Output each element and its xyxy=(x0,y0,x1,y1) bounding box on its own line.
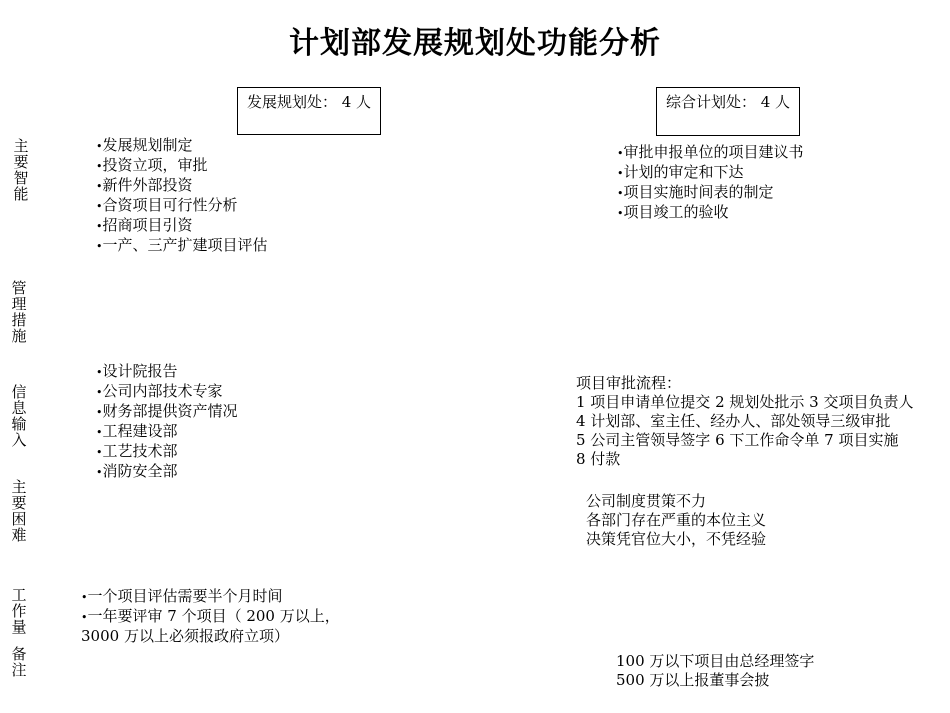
page-title: 计划部发展规划处功能分析 xyxy=(289,26,661,61)
left-functions-list xyxy=(96,136,268,256)
workload-text: 3000 万以上必须报政府立项） xyxy=(81,627,289,645)
row-label-difficulties: 主要困难 xyxy=(11,478,27,544)
list-item: • 招商项目引资 xyxy=(96,216,268,236)
list-item: • 合资项目可行性分析 xyxy=(96,196,268,216)
approval-flow-line: 8 付款 xyxy=(576,450,621,468)
list-item: • 公司内部技术专家 xyxy=(96,382,238,402)
approval-flow-line: 4 计划部、室主任、经办人、部处领导三级审批 xyxy=(576,412,891,430)
list-item: • 消防安全部 xyxy=(96,462,238,482)
workload-line: •一个项目评估需要半个月时间 xyxy=(81,587,283,605)
difficulty-line: 公司制度贯策不力 xyxy=(586,492,707,510)
row-label-workload: 工作量 xyxy=(11,586,27,636)
list-item: • 发展规划制定 xyxy=(96,136,268,156)
approval-flow-line: 项目审批流程： xyxy=(576,374,682,392)
row-label-functions: 主要智能 xyxy=(13,137,29,203)
row-label-notes: 备注 xyxy=(11,645,27,679)
list-item: • 工程建设部 xyxy=(96,422,238,442)
list-item: • 投资立项，审批 xyxy=(96,156,268,176)
info-inputs-list xyxy=(96,362,238,482)
list-item: • 计划的审定和下达 xyxy=(617,163,804,183)
notes xyxy=(616,652,814,690)
workload-text: 一个项目评估需要半个月时间 xyxy=(87,587,283,605)
list-item: • 审批申报单位的项目建议书 xyxy=(617,143,804,163)
difficulties xyxy=(586,492,766,549)
difficulty-line: 决策凭官位大小，不凭经验 xyxy=(586,530,767,548)
list-item: • 财务部提供资产情况 xyxy=(96,402,238,422)
list-item: • 新件外部投资 xyxy=(96,176,268,196)
approval-flow-line: 5 公司主管领导签字 6 下工作命令单 7 项目实施 xyxy=(576,431,899,449)
row-label-measures: 管理措施 xyxy=(11,279,27,345)
list-item: • 项目实施时间表的制定 xyxy=(617,183,804,203)
list-item: • 设计院报告 xyxy=(96,362,238,382)
note-line: 500 万以上报董事会披 xyxy=(616,671,770,689)
note-line: 100 万以下项目由总经理签字 xyxy=(616,652,815,670)
difficulty-line: 各部门存在严重的本位主义 xyxy=(586,511,767,529)
row-label-info: 信息输入 xyxy=(11,383,27,449)
list-item: • 工艺技术部 xyxy=(96,442,238,462)
workload xyxy=(81,587,340,646)
workload-text: 一年要评审 7 个项目（ 200 万以上， xyxy=(87,607,340,625)
list-item: • 一产、三产扩建项目评估 xyxy=(96,236,268,256)
approval-flow-line: 1 项目申请单位提交 2 规划处批示 3 交项目负责人 xyxy=(576,393,914,411)
workload-line: •一年要评审 7 个项目（ 200 万以上， xyxy=(81,607,340,625)
dev-planning-office-box: 发展规划处： 4 人 xyxy=(237,87,381,135)
right-functions-list xyxy=(617,143,804,223)
list-item: • 项目竣工的验收 xyxy=(617,203,804,223)
approval-flow xyxy=(576,374,913,469)
general-planning-office-box: 综合计划处： 4 人 xyxy=(656,87,800,136)
